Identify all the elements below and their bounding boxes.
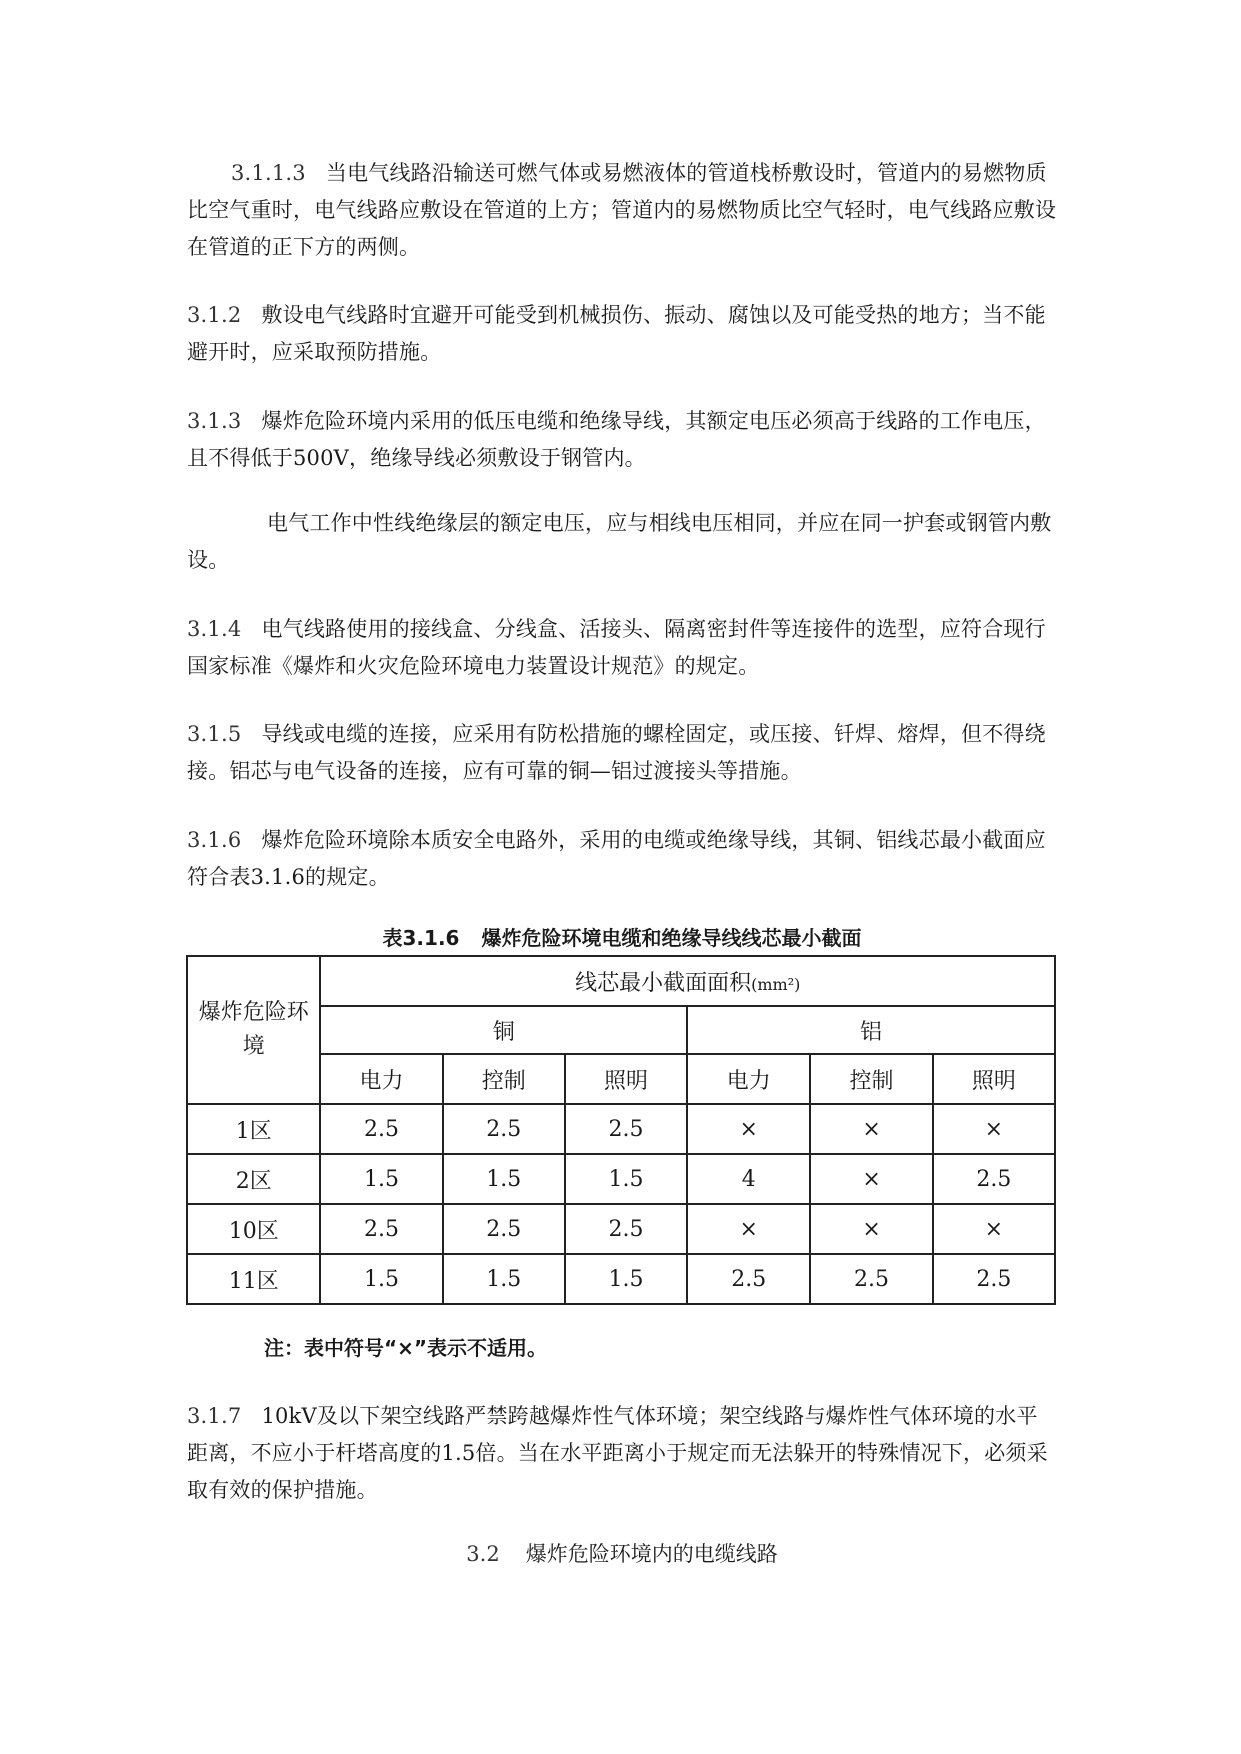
value-cell: ×: [810, 1154, 932, 1204]
zone-cell: 1区: [187, 1104, 320, 1154]
table-row: [187, 1154, 1055, 1204]
table-row: [187, 1104, 1055, 1154]
section-number: 3.2: [466, 1542, 500, 1566]
clause-text: 爆炸危险环境内采用的低压电缆和绝缘导线，其额定电压必须高于线路的工作电压，且不得低于500V，绝缘导线必须敷设于钢管内。: [187, 409, 1046, 470]
value-cell: 1.5: [565, 1254, 687, 1304]
clause-3-1-1-3: [187, 155, 1057, 266]
section-heading: [187, 1538, 1057, 1570]
clause-text: 10kV及以下架空线路严禁跨越爆炸性气体环境；架空线路与爆炸性气体环境的水平距离，不应小于杆塔高度的1.5倍。当在水平距离小于规定而无法躲开的特殊情况下，必须采取有效的保护措施。: [187, 1404, 1048, 1502]
clause-3-1-4: [187, 611, 1057, 685]
aluminum-header-cell: 铝: [687, 1006, 1055, 1054]
value-cell: ×: [810, 1204, 932, 1254]
value-cell: 2.5: [320, 1104, 442, 1154]
clause-text: 敷设电气线路时宜避开可能受到机械损伤、振动、腐蚀以及可能受热的地方；当不能避开时，应采取预防措施。: [187, 303, 1046, 364]
value-cell: 2.5: [565, 1104, 687, 1154]
clause-3-1-3: [187, 403, 1057, 477]
sub-header-cell: 控制: [810, 1054, 932, 1104]
sub-header-cell: 电力: [320, 1054, 442, 1104]
clause-number: 3.1.3: [187, 409, 242, 433]
value-cell: 2.5: [443, 1104, 565, 1154]
clause-text: 电气工作中性线绝缘层的额定电压，应与相线电压相同，并应在同一护套或钢管内敷设。: [187, 511, 1052, 572]
table-caption-number: 表3.1.6: [382, 926, 460, 950]
value-cell: ×: [933, 1104, 1055, 1154]
sub-header-cell: 照明: [565, 1054, 687, 1104]
clause-text: 电气线路使用的接线盒、分线盒、活接头、隔离密封件等连接件的选型，应符合现行国家标准《爆炸和火灾危险环境电力装置设计规范》的规定。: [187, 617, 1046, 678]
value-cell: 2.5: [687, 1254, 810, 1304]
clause-number: 3.1.1.3: [231, 161, 306, 185]
clause-text: 爆炸危险环境除本质安全电路外，采用的电缆或绝缘导线，其铜、铝线芯最小截面应符合表3.1.6的规定。: [187, 828, 1046, 889]
table-caption-text: 爆炸危险环境电缆和绝缘导线线芯最小截面: [481, 926, 862, 950]
sub-header-cell: 电力: [687, 1054, 810, 1104]
table-row: [187, 1204, 1055, 1254]
sub-header-cell: 照明: [933, 1054, 1055, 1104]
value-cell: ×: [810, 1104, 932, 1154]
value-cell: 2.5: [443, 1204, 565, 1254]
value-cell: 1.5: [565, 1154, 687, 1204]
value-cell: ×: [933, 1204, 1055, 1254]
value-cell: 1.5: [320, 1254, 442, 1304]
value-cell: 1.5: [443, 1254, 565, 1304]
value-cell: 1.5: [320, 1154, 442, 1204]
value-cell: ×: [687, 1204, 810, 1254]
zone-cell: 2区: [187, 1154, 320, 1204]
value-cell: 2.5: [933, 1254, 1055, 1304]
clause-number: 3.1.2: [187, 303, 242, 327]
value-cell: 2.5: [933, 1154, 1055, 1204]
clause-number: 3.1.6: [187, 828, 242, 852]
env-header-cell: 爆炸危险环境: [187, 956, 320, 1104]
table-header-row: [187, 956, 1055, 1006]
clause-3-1-2: [187, 297, 1057, 371]
min-cross-section-table: [186, 955, 1056, 1305]
zone-cell: 10区: [187, 1204, 320, 1254]
copper-header-cell: 铜: [320, 1006, 687, 1054]
clause-3-1-5: [187, 716, 1057, 790]
area-header-label: 线芯最小截面面积: [575, 970, 752, 996]
sub-header-cell: 控制: [443, 1054, 565, 1104]
zone-cell: 11区: [187, 1254, 320, 1304]
table-caption: [187, 924, 1057, 952]
clause-3-1-7: [187, 1398, 1057, 1509]
value-cell: 2.5: [565, 1204, 687, 1254]
clause-number: 3.1.4: [187, 617, 242, 641]
clause-number: 3.1.5: [187, 722, 242, 746]
table-row: [187, 1254, 1055, 1304]
clause-3-1-6: [187, 822, 1057, 896]
value-cell: 4: [687, 1154, 810, 1204]
clause-text: 导线或电缆的连接，应采用有防松措施的螺栓固定，或压接、钎焊、熔焊，但不得绕接。铝芯与电气设备的连接，应有可靠的铜—铝过渡接头等措施。: [187, 722, 1046, 783]
clause-text: 当电气线路沿输送可燃气体或易燃液体的管道栈桥敷设时，管道内的易燃物质比空气重时，电气线路应敷设在管道的上方；管道内的易燃物质比空气轻时，电气线路应敷设在管道的正下方的两侧。: [187, 161, 1057, 259]
clause-number: 3.1.7: [187, 1404, 242, 1428]
section-title-text: 爆炸危险环境内的电缆线路: [525, 1542, 778, 1566]
value-cell: 2.5: [320, 1204, 442, 1254]
value-cell: 2.5: [810, 1254, 932, 1304]
table-note: 注：表中符号“×”表示不适用。: [264, 1336, 548, 1360]
area-unit: (mm²): [751, 974, 801, 994]
clause-3-1-3-continuation: [187, 505, 1057, 579]
value-cell: 1.5: [443, 1154, 565, 1204]
area-header-cell: [320, 956, 1055, 1006]
value-cell: ×: [687, 1104, 810, 1154]
